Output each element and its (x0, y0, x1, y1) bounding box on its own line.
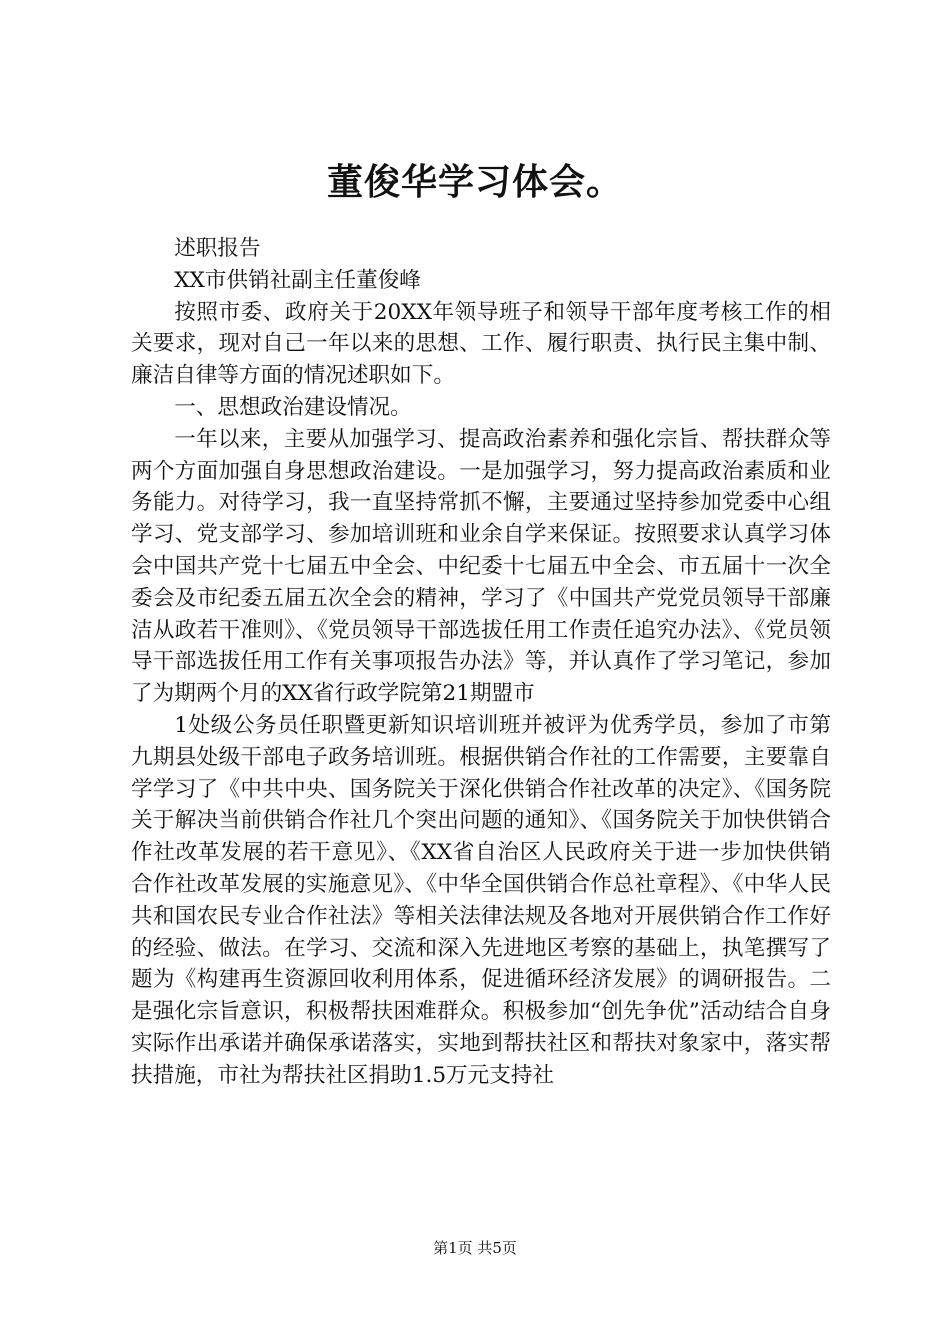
paragraph-section-1: 一年以来，主要从加强学习、提高政治素养和强化宗旨、帮扶群众等两个方面加强自身思想政治建设。一是加强学习，努力提高政治素质和业务能力。对待学习，我一直坚持常抓不懈，主要通过坚持参加党委中心组学习、党支部学习、参加培训班和业余自学来保证。按照要求认真学习体会中国共产党十七届五中全会、中纪委十七届五中全会、市五届十一次全委会及市纪委五届五次全会的精神，学习了《中国共产党党员领导干部廉洁从政若干准则》、《党员领导干部选拔任用工作责任追究办法》、《党员领导干部选拔任用工作有关事项报告办法》等，并认真作了学习笔记，参加了为期两个月的XX省行政学院第21期盟市 (131, 426, 831, 707)
paragraph-author: XX市供销社副主任董俊峰 (174, 267, 421, 293)
page-footer: 第1页 共5页 (433, 1239, 517, 1257)
document-body (131, 233, 831, 1092)
section-heading-1: 一、思想政治建设情况。 (174, 394, 412, 420)
document-title: 董俊华学习体会。 (326, 161, 623, 203)
paragraph-report-type: 述职报告 (174, 236, 261, 261)
paragraph-section-1-continued: 1处级公务员任职暨更新知识培训班并被评为优秀学员，参加了市第九期县处级干部电子政务培训班。根据供销合作社的工作需要，主要靠自学学习了《中共中央、国务院关于深化供销合作社改革的决定》、《国务院关于解决当前供销合作社几个突出问题的通知》、《国务院关于加快供销合作社改革发展的若干意见》、《XX省自治区人民政府关于进一步加快供销合作社改革发展的实施意见》、《中华全国供销合作总社章程》、《中华人民共和国农民专业合作社法》等相关法律法规及各地对开展供销合作工作好的经验、做法。在学习、交流和深入先进地区考察的基础上，执笔撰写了题为《构建再生资源回收利用体系，促进循环经济发展》的调研报告。二是强化宗旨意识，积极帮扶困难群众。积极参加“创先争优”活动结合自身实际作出承诺并确保承诺落实，实地到帮扶社区和帮扶对象家中，落实帮扶措施，市社为帮扶社区捐助1.5万元支持社 (131, 712, 831, 1088)
paragraph-intro: 按照市委、政府关于20XX年领导班子和领导干部年度考核工作的相关要求，现对自己一年以来的思想、工作、履行职责、执行民主集中制、廉洁自律等方面的情况述职如下。 (131, 299, 831, 389)
